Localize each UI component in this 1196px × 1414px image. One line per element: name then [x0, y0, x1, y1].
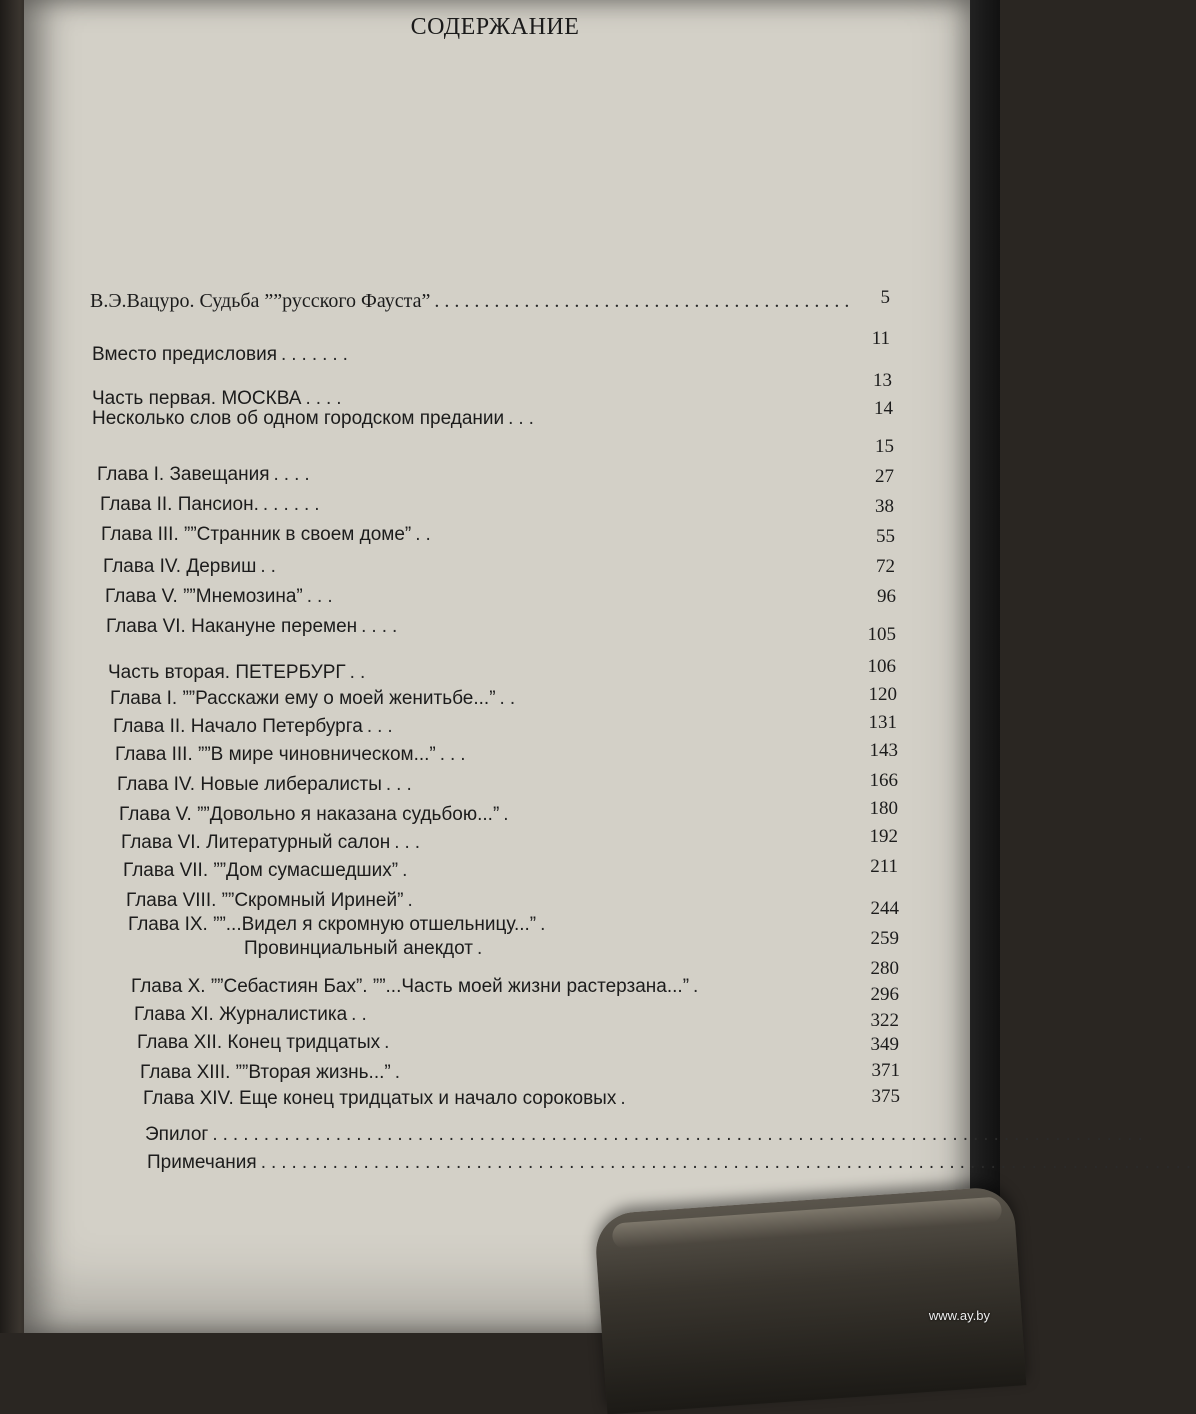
toc-page-number: 27 [875, 466, 894, 487]
toc-entry [119, 804, 613, 830]
toc-entry-title: Глава VI. Литературный салон [121, 832, 391, 853]
toc-entry-title: Примечания [147, 1152, 257, 1173]
toc-entry [121, 832, 501, 858]
toc-entry [131, 976, 821, 1002]
dot-leader: .. [349, 662, 371, 683]
dot-leader: . [693, 976, 704, 997]
toc-entry-title: Глава VIII. ””Скромный Ириней” [126, 890, 404, 911]
toc-entry-title: Глава I. Завещания [97, 464, 270, 485]
toc-entry-title: Эпилог [145, 1124, 209, 1145]
toc-entry [90, 290, 855, 316]
toc-page-number: 244 [870, 898, 899, 919]
toc-page-number: 15 [875, 436, 894, 457]
toc-entry [101, 524, 527, 550]
dot-leader: ... [394, 832, 426, 853]
toc-page-number: 280 [870, 958, 899, 979]
toc-page-number: 5 [880, 287, 890, 308]
dot-leader: .. [499, 688, 521, 709]
dot-leader: .... [305, 388, 347, 409]
dot-leader: . [384, 1032, 395, 1053]
toc-entry [113, 716, 473, 742]
toc-entry-title: Глава II. Пансион. [100, 494, 259, 515]
toc-page-number: 375 [871, 1086, 900, 1107]
toc-page-number: 166 [869, 770, 898, 791]
toc-entry [110, 688, 550, 714]
toc-entry [108, 662, 408, 688]
toc-entry-title: Глава XIV. Еще конец тридцатых и начало сороковых [143, 1088, 617, 1109]
toc-entry [143, 1088, 723, 1114]
dot-leader: .. [260, 556, 281, 577]
page-title: СОДЕРЖАНИЕ [410, 14, 580, 40]
toc-entry [97, 464, 345, 490]
toc-page-number: 120 [868, 684, 897, 705]
dot-leader: ........................................................................................... [260, 1152, 1196, 1173]
dot-leader: ...... [262, 494, 325, 515]
toc-entry [140, 1062, 480, 1088]
toc-entry-title: Глава V. ””Довольно я наказана судьбою...” [119, 804, 500, 825]
toc-page-number: 72 [876, 556, 895, 577]
dot-leader: .... [273, 464, 315, 485]
toc-entry-title: Глава II. Начало Петербурга [113, 716, 363, 737]
toc-entry [106, 616, 476, 642]
toc-page-number: 131 [868, 712, 897, 733]
toc-entry-title: Глава VI. Накануне перемен [106, 616, 358, 637]
toc-entry [117, 774, 477, 800]
toc-entry-title: В.Э.Вацуро. Судьба ””русского Фауста” [90, 290, 431, 312]
toc-page-number: 211 [870, 856, 898, 877]
toc-entry-title: Глава XI. Журналистика [134, 1004, 348, 1025]
dot-leader: . [402, 860, 413, 881]
toc-entry [123, 860, 483, 886]
toc-entry-title: Глава I. ””Расскажи ему о моей женитьбе...” [110, 688, 496, 709]
dot-leader: ... [385, 774, 417, 795]
toc-page-number: 38 [875, 496, 894, 517]
toc-entry-title: Глава III. ””В мире чиновническом...” [115, 744, 436, 765]
toc-entry [115, 744, 535, 770]
dot-leader: .. [415, 524, 436, 545]
dot-leader: .... [361, 616, 403, 637]
toc-entry [126, 890, 496, 916]
dot-leader: ... [306, 586, 338, 607]
toc-entry [244, 938, 574, 964]
toc-entry [128, 914, 568, 940]
dot-leader: ....... [281, 344, 353, 365]
watermark: www.ay.by [928, 1308, 990, 1323]
toc-page-number: 96 [877, 586, 896, 607]
toc-entry [105, 586, 395, 612]
toc-entry [92, 408, 660, 434]
toc-page-number: 11 [871, 328, 890, 349]
dot-leader: ... [366, 716, 398, 737]
dot-leader: . [620, 1088, 631, 1109]
toc-entry-title: Глава V. ””Мнемозина” [105, 586, 303, 607]
dot-leader: .......................................... [434, 290, 855, 312]
toc-entry [147, 1152, 1196, 1178]
toc-entry-title: Провинциальный анекдот [244, 938, 473, 959]
dot-leader: .. [351, 1004, 372, 1025]
dot-leader: . [394, 1062, 405, 1083]
toc-entry-title: Глава X. ””Себастиян Бах”. ””...Часть моей жизни растерзана...” [131, 976, 690, 997]
dot-leader: . [540, 914, 551, 935]
dot-leader: . [407, 890, 418, 911]
toc-page-number: 13 [873, 370, 892, 391]
dot-leader: ... [508, 408, 539, 429]
toc-entry-title: Глава IV. Новые либералисты [117, 774, 382, 795]
toc-entry [137, 1032, 477, 1058]
dot-leader: . [476, 938, 488, 959]
dot-leader: . [503, 804, 514, 825]
toc-entry [134, 1004, 414, 1030]
toc-entry [92, 344, 402, 370]
toc-entry-title: Часть вторая. ПЕТЕРБУРГ [108, 662, 346, 683]
toc-page-number: 192 [869, 826, 898, 847]
toc-entry-title: Глава XIII. ””Вторая жизнь...” [140, 1062, 391, 1083]
toc-entry-title: Вместо предисловия [92, 344, 277, 365]
toc-page-number: 322 [870, 1010, 899, 1031]
toc-page-number: 371 [871, 1060, 900, 1081]
dot-leader: ........................................................................................... [212, 1124, 1148, 1145]
toc-entry [103, 556, 353, 582]
toc-page-number: 180 [869, 798, 898, 819]
toc-entry-title: Несколько слов об одном городском предании [92, 408, 505, 429]
toc-page-number: 106 [867, 656, 896, 677]
toc-entry [100, 494, 400, 520]
toc-entry-title: Часть первая. МОСКВА [92, 388, 302, 409]
toc-page-number: 259 [870, 928, 899, 949]
toc-entry [145, 1124, 1148, 1150]
toc-entry-title: Глава VII. ””Дом сумасшедших” [123, 860, 399, 881]
toc-entry-title: Глава III. ””Странник в своем доме” [101, 524, 412, 545]
toc-page-number: 349 [870, 1034, 899, 1055]
toc-page-number: 143 [869, 740, 898, 761]
toc-page-number: 105 [867, 624, 896, 645]
dot-leader: ... [439, 744, 471, 765]
toc-entry-title: Глава IX. ””...Видел я скромную отшельницу...” [128, 914, 537, 935]
toc-page-number: 55 [876, 526, 895, 547]
toc-page-number: 14 [874, 398, 893, 419]
toc-entry-title: Глава IV. Дервиш [103, 556, 257, 577]
toc-page-number: 296 [870, 984, 899, 1005]
toc-entry-title: Глава XII. Конец тридцатых [137, 1032, 381, 1053]
